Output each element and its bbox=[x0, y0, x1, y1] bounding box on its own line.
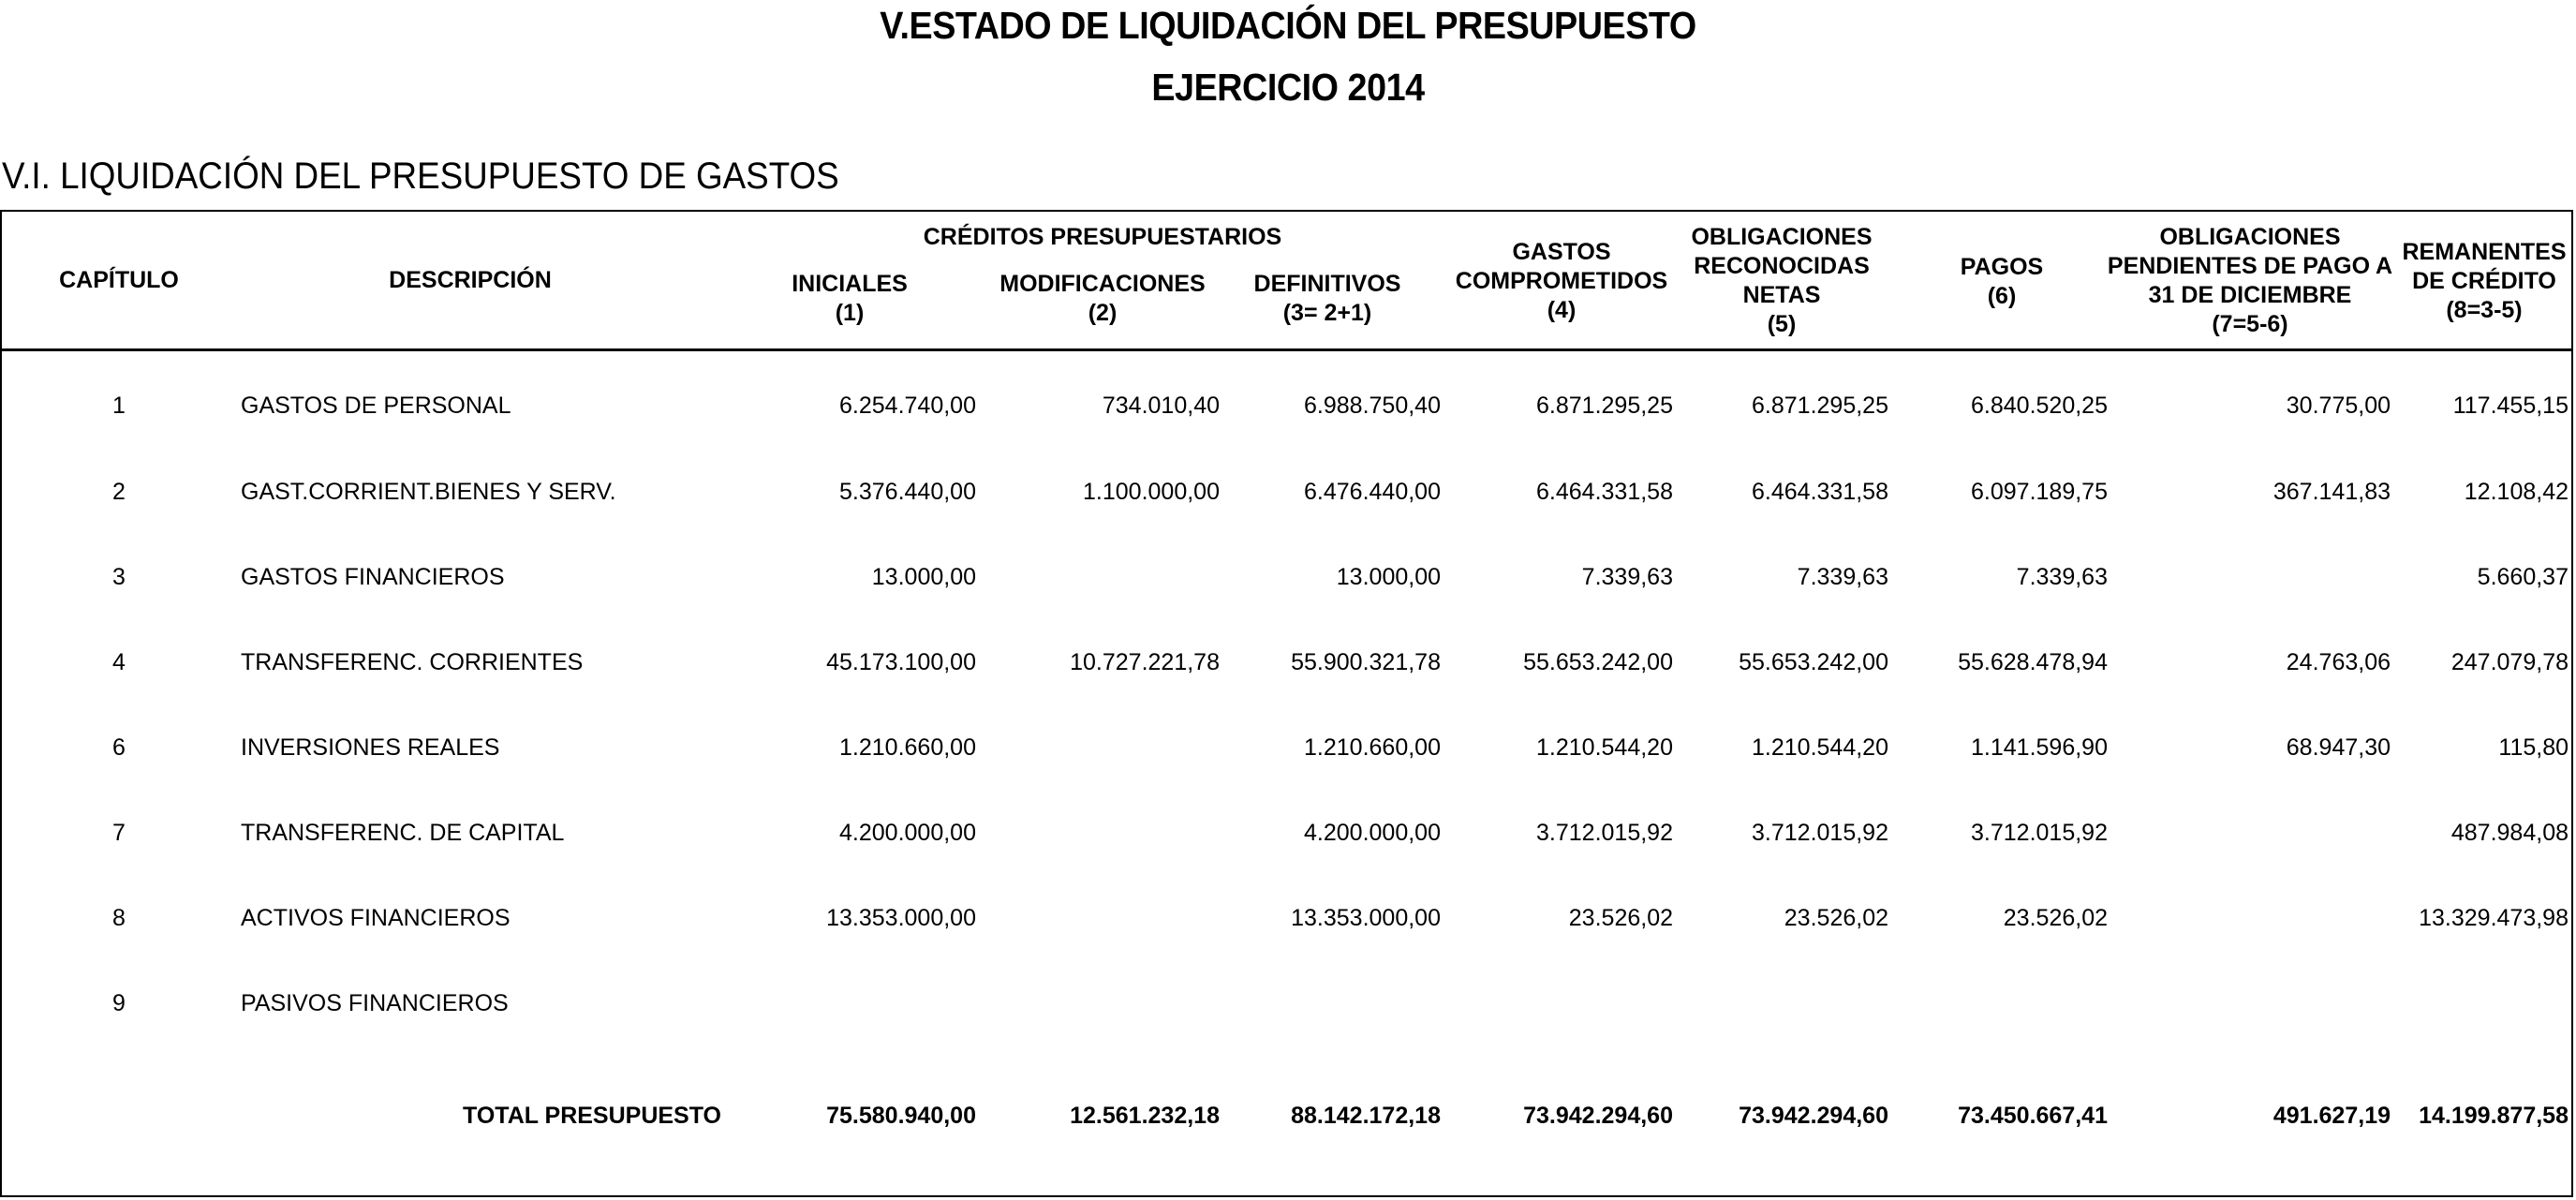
header-obligaciones-num: (5) bbox=[1767, 311, 1797, 337]
cell-desc: ACTIVOS FINANCIEROS bbox=[241, 905, 511, 931]
cell-rem: 487.984,08 bbox=[2450, 820, 2569, 846]
header-obligaciones-line3: NETAS bbox=[1742, 282, 1821, 308]
cell-pag: 1.141.596,90 bbox=[1971, 734, 2108, 761]
header-remanentes bbox=[2400, 238, 2569, 325]
cell-pen: 24.763,06 bbox=[2286, 649, 2391, 675]
header-pendientes-line2: PENDIENTES DE PAGO A bbox=[2107, 253, 2393, 279]
cell-ini: 5.376.440,00 bbox=[839, 479, 976, 505]
header-comprometidos-line1: GASTOS bbox=[1512, 239, 1611, 265]
cell-def: 13.000,00 bbox=[1336, 564, 1441, 590]
cell-com: 1.210.544,20 bbox=[1536, 734, 1673, 761]
header-comprometidos-line2: COMPROMETIDOS bbox=[1455, 268, 1668, 294]
total-def: 88.142.172,18 bbox=[1291, 1103, 1441, 1129]
cell-obl: 3.712.015,92 bbox=[1752, 820, 1888, 846]
cell-pen: 30.775,00 bbox=[2286, 393, 2391, 419]
cell-cap: 3 bbox=[112, 564, 126, 590]
cell-cap: 1 bbox=[112, 393, 126, 419]
header-obligaciones-line1: OBLIGACIONES bbox=[1691, 224, 1873, 250]
cell-pag: 23.526,02 bbox=[2003, 905, 2108, 931]
header-obligaciones bbox=[1679, 223, 1885, 339]
total-pag: 73.450.667,41 bbox=[1958, 1103, 2108, 1129]
total-rem: 14.199.877,58 bbox=[2419, 1103, 2569, 1129]
cell-def: 6.988.750,40 bbox=[1304, 393, 1441, 419]
header-obligaciones-line2: RECONOCIDAS bbox=[1694, 253, 1870, 279]
cell-def: 55.900.321,78 bbox=[1291, 649, 1441, 675]
cell-pag: 6.840.520,25 bbox=[1971, 393, 2108, 419]
cell-desc: GAST.CORRIENT.BIENES Y SERV. bbox=[241, 479, 616, 505]
cell-cap: 4 bbox=[112, 649, 126, 675]
cell-com: 6.464.331,58 bbox=[1536, 479, 1673, 505]
cell-rem: 12.108,42 bbox=[2464, 479, 2569, 505]
cell-com: 6.871.295,25 bbox=[1536, 393, 1673, 419]
total-mod: 12.561.232,18 bbox=[1070, 1103, 1220, 1129]
budget-table bbox=[0, 210, 2573, 1197]
cell-ini: 1.210.660,00 bbox=[839, 734, 976, 761]
cell-com: 23.526,02 bbox=[1568, 905, 1673, 931]
cell-def: 1.210.660,00 bbox=[1304, 734, 1441, 761]
cell-mod: 10.727.221,78 bbox=[1070, 649, 1220, 675]
header-remanentes-line2: DE CRÉDITO bbox=[2412, 268, 2556, 294]
cell-obl: 55.653.242,00 bbox=[1739, 649, 1888, 675]
header-definitivos-num: (3= 2+1) bbox=[1282, 300, 1372, 326]
cell-com: 55.653.242,00 bbox=[1523, 649, 1673, 675]
cell-ini: 45.173.100,00 bbox=[826, 649, 976, 675]
cell-pag: 6.097.189,75 bbox=[1971, 479, 2108, 505]
cell-rem: 115,80 bbox=[2498, 734, 2569, 761]
cell-pag: 3.712.015,92 bbox=[1971, 820, 2108, 846]
cell-mod: 734.010,40 bbox=[1102, 393, 1220, 419]
cell-desc: INVERSIONES REALES bbox=[241, 734, 500, 761]
cell-obl: 7.339,63 bbox=[1797, 564, 1888, 590]
total-label: TOTAL PRESUPUESTO bbox=[463, 1103, 721, 1129]
header-iniciales-num: (1) bbox=[835, 300, 865, 326]
cell-cap: 8 bbox=[112, 905, 126, 931]
header-comprometidos bbox=[1444, 238, 1679, 325]
cell-desc: GASTOS FINANCIEROS bbox=[241, 564, 505, 590]
header-pagos bbox=[1913, 253, 2091, 311]
header-modificaciones-num: (2) bbox=[1088, 300, 1118, 326]
cell-cap: 9 bbox=[112, 990, 126, 1016]
cell-def: 13.353.000,00 bbox=[1291, 905, 1441, 931]
header-pendientes-line1: OBLIGACIONES bbox=[2159, 224, 2341, 250]
cell-pen: 367.141,83 bbox=[2273, 479, 2391, 505]
cell-desc: TRANSFERENC. DE CAPITAL bbox=[241, 820, 565, 846]
header-modificaciones-line: MODIFICACIONES bbox=[999, 271, 1206, 297]
header-iniciales-line: INICIALES bbox=[792, 271, 908, 297]
cell-rem: 13.329.473,98 bbox=[2419, 905, 2569, 931]
cell-obl: 23.526,02 bbox=[1784, 905, 1888, 931]
header-divider bbox=[2, 348, 2571, 351]
cell-obl: 6.464.331,58 bbox=[1752, 479, 1888, 505]
cell-desc: TRANSFERENC. CORRIENTES bbox=[241, 649, 584, 675]
cell-obl: 1.210.544,20 bbox=[1752, 734, 1888, 761]
cell-ini: 13.000,00 bbox=[871, 564, 976, 590]
cell-rem: 5.660,37 bbox=[2477, 564, 2569, 590]
cell-def: 6.476.440,00 bbox=[1304, 479, 1441, 505]
page-subtitle: EJERCICIO 2014 bbox=[1151, 66, 1425, 109]
header-pendientes-line3: 31 DE DICIEMBRE bbox=[2148, 282, 2352, 308]
header-comprometidos-num: (4) bbox=[1547, 297, 1577, 323]
header-modificaciones bbox=[985, 270, 1220, 328]
total-com: 73.942.294,60 bbox=[1523, 1103, 1673, 1129]
cell-ini: 6.254.740,00 bbox=[839, 393, 976, 419]
cell-ini: 13.353.000,00 bbox=[826, 905, 976, 931]
header-remanentes-line1: REMANENTES bbox=[2402, 239, 2567, 265]
cell-desc: PASIVOS FINANCIEROS bbox=[241, 990, 509, 1016]
cell-ini: 4.200.000,00 bbox=[839, 820, 976, 846]
header-descripcion: DESCRIPCIÓN bbox=[389, 267, 552, 293]
cell-com: 7.339,63 bbox=[1581, 564, 1673, 590]
total-obl: 73.942.294,60 bbox=[1739, 1103, 1888, 1129]
header-pagos-line: PAGOS bbox=[1960, 254, 2044, 280]
header-definitivos-line: DEFINITIVOS bbox=[1253, 271, 1401, 297]
page-title: V.ESTADO DE LIQUIDACIÓN DEL PRESUPUESTO bbox=[880, 4, 1696, 47]
header-pendientes bbox=[2100, 223, 2400, 339]
header-definitivos bbox=[1238, 270, 1416, 328]
cell-pag: 7.339,63 bbox=[2016, 564, 2108, 590]
header-pagos-num: (6) bbox=[1987, 283, 2017, 309]
cell-cap: 6 bbox=[112, 734, 126, 761]
cell-desc: GASTOS DE PERSONAL bbox=[241, 393, 511, 419]
header-pendientes-num: (7=5-6) bbox=[2212, 311, 2288, 337]
total-ini: 75.580.940,00 bbox=[826, 1103, 976, 1129]
cell-com: 3.712.015,92 bbox=[1536, 820, 1673, 846]
cell-rem: 117.455,15 bbox=[2452, 393, 2569, 419]
cell-cap: 7 bbox=[112, 820, 126, 846]
header-remanentes-num: (8=3-5) bbox=[2446, 297, 2523, 323]
cell-def: 4.200.000,00 bbox=[1304, 820, 1441, 846]
cell-pag: 55.628.478,94 bbox=[1958, 649, 2108, 675]
header-iniciales bbox=[761, 270, 939, 328]
cell-rem: 247.079,78 bbox=[2450, 649, 2569, 675]
total-pen: 491.627,19 bbox=[2273, 1103, 2391, 1129]
cell-pen: 68.947,30 bbox=[2286, 734, 2391, 761]
section-title: V.I. LIQUIDACIÓN DEL PRESUPUESTO DE GASTOS bbox=[2, 156, 839, 197]
header-capitulo: CAPÍTULO bbox=[59, 267, 179, 293]
cell-obl: 6.871.295,25 bbox=[1752, 393, 1888, 419]
cell-cap: 2 bbox=[112, 479, 126, 505]
header-creditos-presupuestarios: CRÉDITOS PRESUPUESTARIOS bbox=[923, 224, 1282, 250]
cell-mod: 1.100.000,00 bbox=[1083, 479, 1220, 505]
